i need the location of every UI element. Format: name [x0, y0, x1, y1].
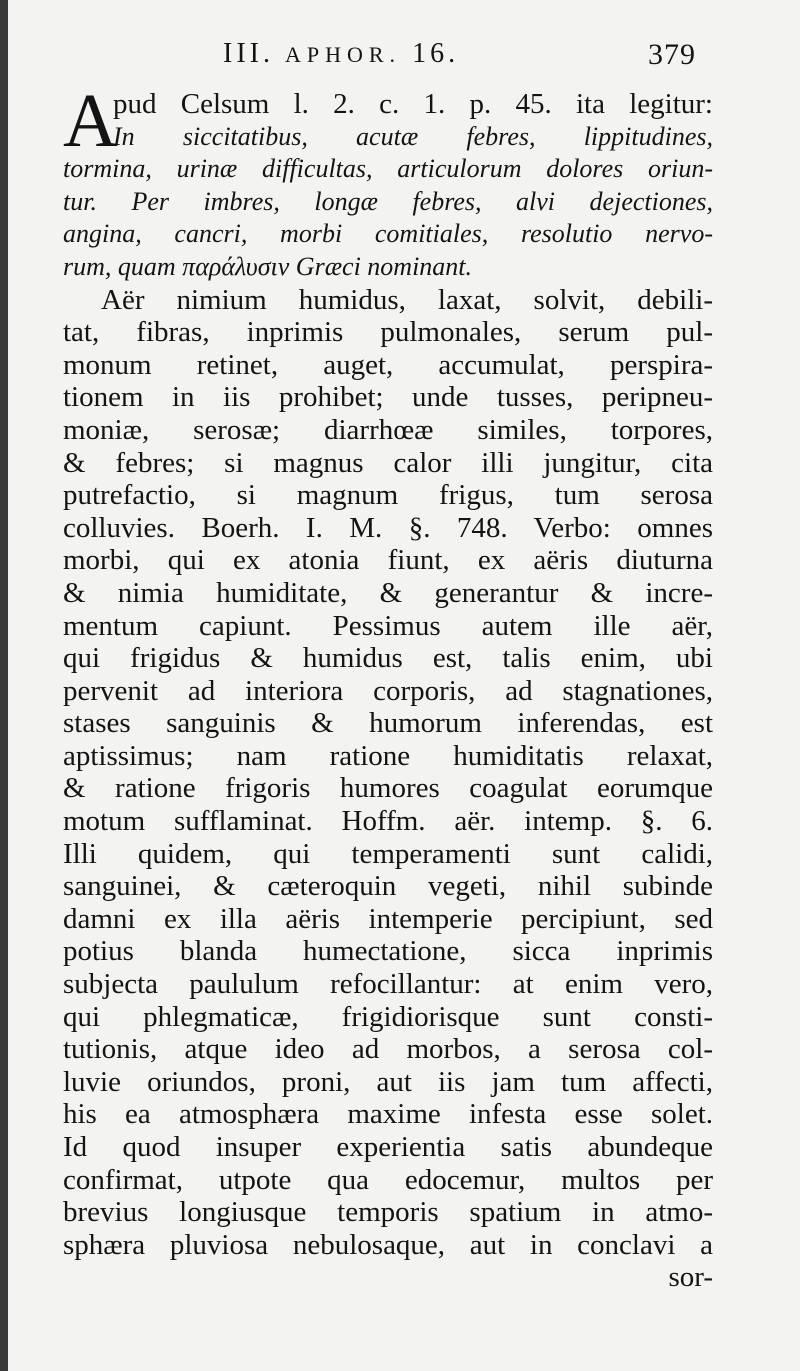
text-line: mentum capiunt. Pessimus autem ille aër,	[63, 609, 713, 642]
text-line: colluvies. Boerh. I. M. §. 748. Verbo: omnes	[63, 511, 713, 544]
text-line: Id quod insuper experientia satis abundeque	[63, 1131, 713, 1163]
text-line: luvie oriundos, proni, aut iis jam tum affecti,	[63, 1065, 713, 1098]
text-line: damni ex illa aëris intemperie percipiunt, sed	[63, 902, 713, 935]
text-line: pud Celsum l. 2. c. 1. p. 45. ita legitur:	[113, 88, 713, 120]
text-line: motum sufflaminat. Hoffm. aër. intemp. §. 6.	[63, 805, 713, 838]
text-line: Illi quidem, qui temperamenti sunt calidi,	[63, 837, 713, 870]
drop-capital: A	[63, 79, 118, 163]
text-line: qui frigidus & humidus est, talis enim, ubi	[63, 642, 713, 675]
catchword: sor-	[668, 1261, 713, 1294]
text-line: monum retinet, auget, accumulat, perspira-	[63, 348, 713, 381]
page-number: 379	[648, 38, 696, 71]
text-line: pervenit ad interiora corporis, ad stagnationes,	[63, 674, 713, 707]
text-line: moniæ, serosæ; diarrhœæ similes, torpores,	[63, 413, 713, 446]
text-line: & ratione frigoris humores coagulat eorumque	[63, 772, 713, 805]
text-line: & nimia humiditate, & generantur & incre-	[63, 576, 713, 609]
chapter-word: APHOR.	[284, 42, 402, 67]
text-line: sanguinei, & cæteroquin vegeti, nihil subinde	[63, 870, 713, 903]
chapter-roman: III.	[223, 38, 274, 69]
text-line: qui phlegmaticæ, frigidiorisque sunt consti-	[63, 1000, 713, 1033]
text-line: his ea atmosphæra maxime infesta esse solet.	[63, 1098, 713, 1131]
text-line: morbi, qui ex atonia fiunt, ex aëris diuturna	[63, 544, 713, 577]
text-line: confirmat, utpote qua edocemur, multos per	[63, 1163, 713, 1196]
page-body	[63, 79, 713, 1294]
text-line: potius blanda humectatione, sicca inprimis	[63, 935, 713, 968]
text-line: In siccitatibus, acutæ febres, lippitudines,	[113, 121, 713, 151]
text-line: tat, fibras, inprimis pulmonales, serum pul-	[63, 316, 713, 349]
text-line: tormina, urinæ difficultas, articulorum dolores oriun-	[63, 154, 713, 184]
text-line: Aër nimium humidus, laxat, solvit, debili-	[101, 283, 713, 316]
chapter-heading	[223, 38, 459, 70]
text-line: tur. Per imbres, longæ febres, alvi dejectiones,	[63, 186, 713, 216]
text-line: brevius longiusque temporis spatium in atmo-	[63, 1196, 713, 1229]
text-line: putrefactio, si magnum frigus, tum serosa	[63, 479, 713, 512]
text-line: tionem in iis prohibet; unde tusses, peripneu-	[63, 381, 713, 414]
text-line: sphæra pluviosa nebulosaque, aut in conclavi a	[63, 1228, 713, 1261]
aphorism-number: 16.	[412, 38, 460, 69]
running-header	[8, 38, 800, 78]
text-line: tutionis, atque ideo ad morbos, a serosa col-	[63, 1033, 713, 1066]
text-line: aptissimus; nam ratione humiditatis relaxat,	[63, 739, 713, 772]
text-line: & febres; si magnus calor illi jungitur, cita	[63, 446, 713, 479]
text-line: subjecta paululum refocillantur: at enim vero,	[63, 968, 713, 1001]
text-line: rum, quam παράλυσιν Græci nominant.	[63, 251, 473, 281]
book-page	[8, 0, 800, 1371]
text-line: angina, cancri, morbi comitiales, resolutio nervo-	[63, 219, 713, 249]
text-line: stases sanguinis & humorum inferendas, est	[63, 707, 713, 740]
